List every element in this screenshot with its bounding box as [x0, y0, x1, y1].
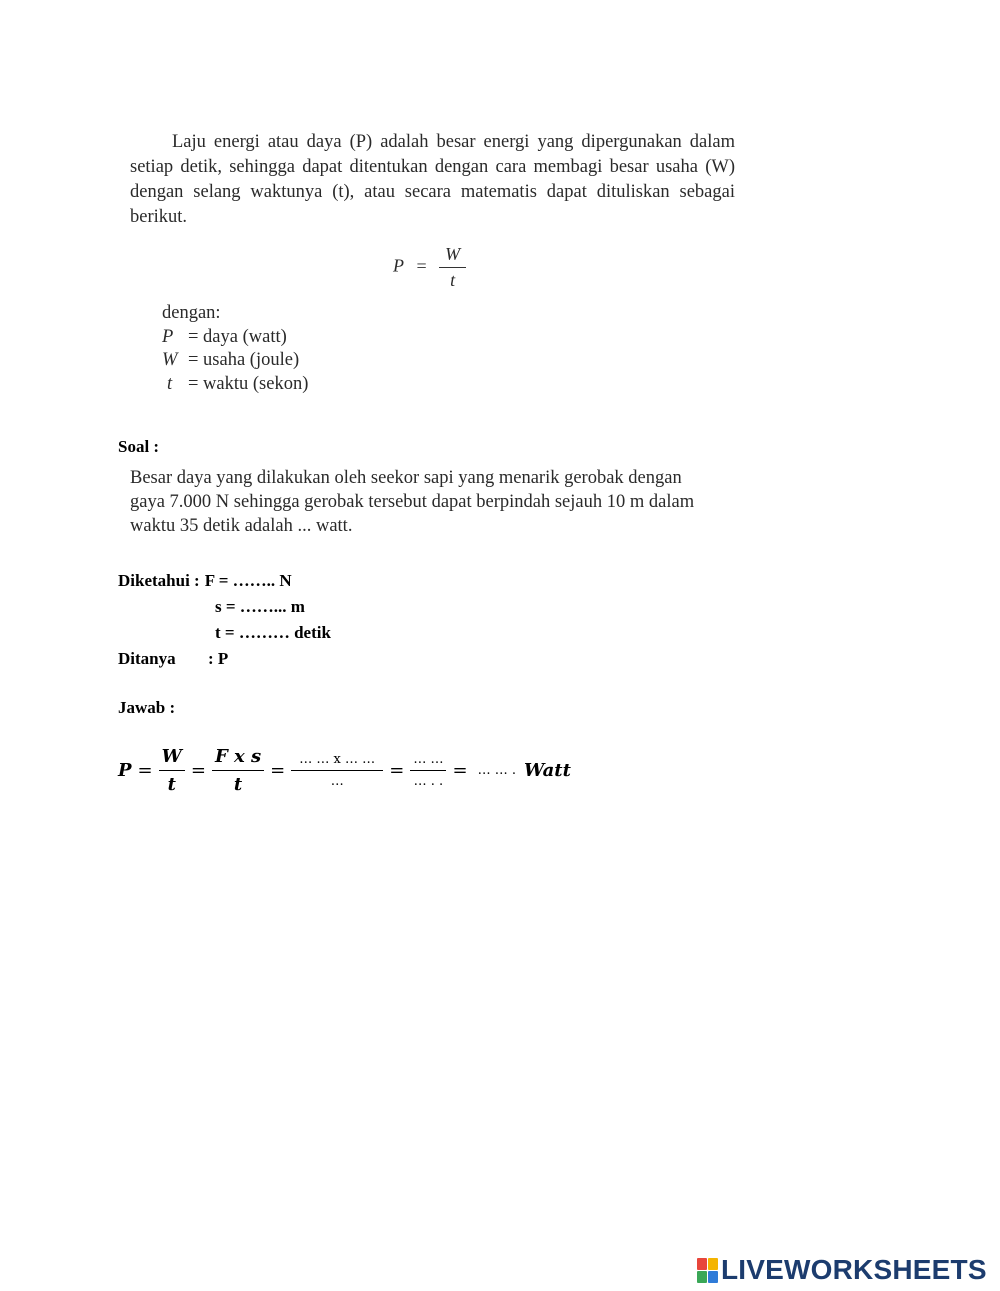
fraction-w-over-t [159, 746, 185, 795]
known-s[interactable]: s = ……... m [215, 597, 305, 616]
ditanya-row [118, 646, 331, 672]
blank-result[interactable]: … … . [477, 763, 516, 778]
logo-text: LIVEWORKSHEETS [721, 1254, 987, 1285]
fraction-denominator: t [233, 774, 243, 795]
intro-text: Laju energi atau daya (P) adalah besar energi yang dipergunakan dalam setiap detik, sehingga dapat ditentukan dengan cara membagi besar usaha (W) dengan selang waktunya (t), atau secara matematis dapat dituliskan sebagai berikut. [130, 132, 735, 227]
fraction-fs-over-t [212, 746, 264, 795]
blank-numerator[interactable]: … … x … … [291, 752, 383, 771]
known-row-F [118, 568, 331, 594]
formula-lhs: P [393, 255, 404, 276]
known-block [118, 568, 331, 672]
equals-sign: = [270, 760, 286, 781]
jawab-label: Jawab : [118, 698, 176, 717]
known-F[interactable]: F = …….. N [204, 571, 292, 590]
equals-sign: = [389, 760, 405, 781]
diketahui-label: Diketahui : [118, 571, 200, 590]
formula-numerator: W [439, 244, 466, 268]
power-formula [393, 244, 466, 291]
ditanya-value: : P [208, 649, 229, 668]
blank-denominator[interactable]: … . . [413, 774, 444, 789]
definition-row [162, 349, 308, 373]
logo-tile [697, 1258, 707, 1270]
answer-equation [118, 746, 571, 795]
ditanya-label: Ditanya [118, 649, 176, 668]
soal-label: Soal : [118, 437, 160, 456]
definition-symbol: P [162, 326, 174, 347]
logo-tile [697, 1271, 707, 1283]
formula-denominator: t [450, 270, 456, 290]
formula-equals: = [416, 255, 427, 276]
definition-symbol: t [167, 373, 173, 394]
blank-numerator[interactable]: … … [410, 752, 446, 771]
formula-fraction [439, 244, 466, 291]
equals-sign: = [452, 760, 468, 781]
definitions-block [162, 302, 308, 396]
logo-tiles-icon [697, 1258, 718, 1283]
definition-text: = waktu (sekon) [188, 373, 309, 394]
intro-paragraph [130, 130, 735, 230]
definition-row [162, 373, 308, 397]
equals-sign: = [190, 760, 206, 781]
logo-tile [708, 1271, 718, 1283]
fraction-blank-simplified [410, 752, 446, 789]
known-t[interactable]: t = ……… detik [215, 623, 331, 642]
equals-sign: = [137, 760, 153, 781]
answer-lhs: P [118, 760, 132, 781]
dengan-label: dengan: [162, 303, 221, 323]
definition-text: = daya (watt) [188, 326, 287, 347]
definition-symbol: W [162, 350, 178, 370]
fraction-numerator: W [159, 746, 185, 771]
soal-question: Besar daya yang dilakukan oleh seekor sapi yang menarik gerobak dengan gaya 7.000 N sehingga gerobak tersebut dapat berpindah sejauh 10 m dalam waktu 35 detik adalah ... watt. [130, 468, 695, 536]
definition-text: = usaha (joule) [188, 350, 300, 370]
unit-watt: Watt [523, 760, 571, 781]
liveworksheets-logo [697, 1254, 987, 1286]
fraction-blank-substitution [291, 752, 383, 789]
fraction-denominator: t [167, 774, 176, 795]
blank-denominator[interactable]: … [330, 774, 344, 789]
fraction-numerator: F x s [212, 746, 264, 771]
logo-tile [708, 1258, 718, 1270]
definition-row [162, 326, 308, 350]
